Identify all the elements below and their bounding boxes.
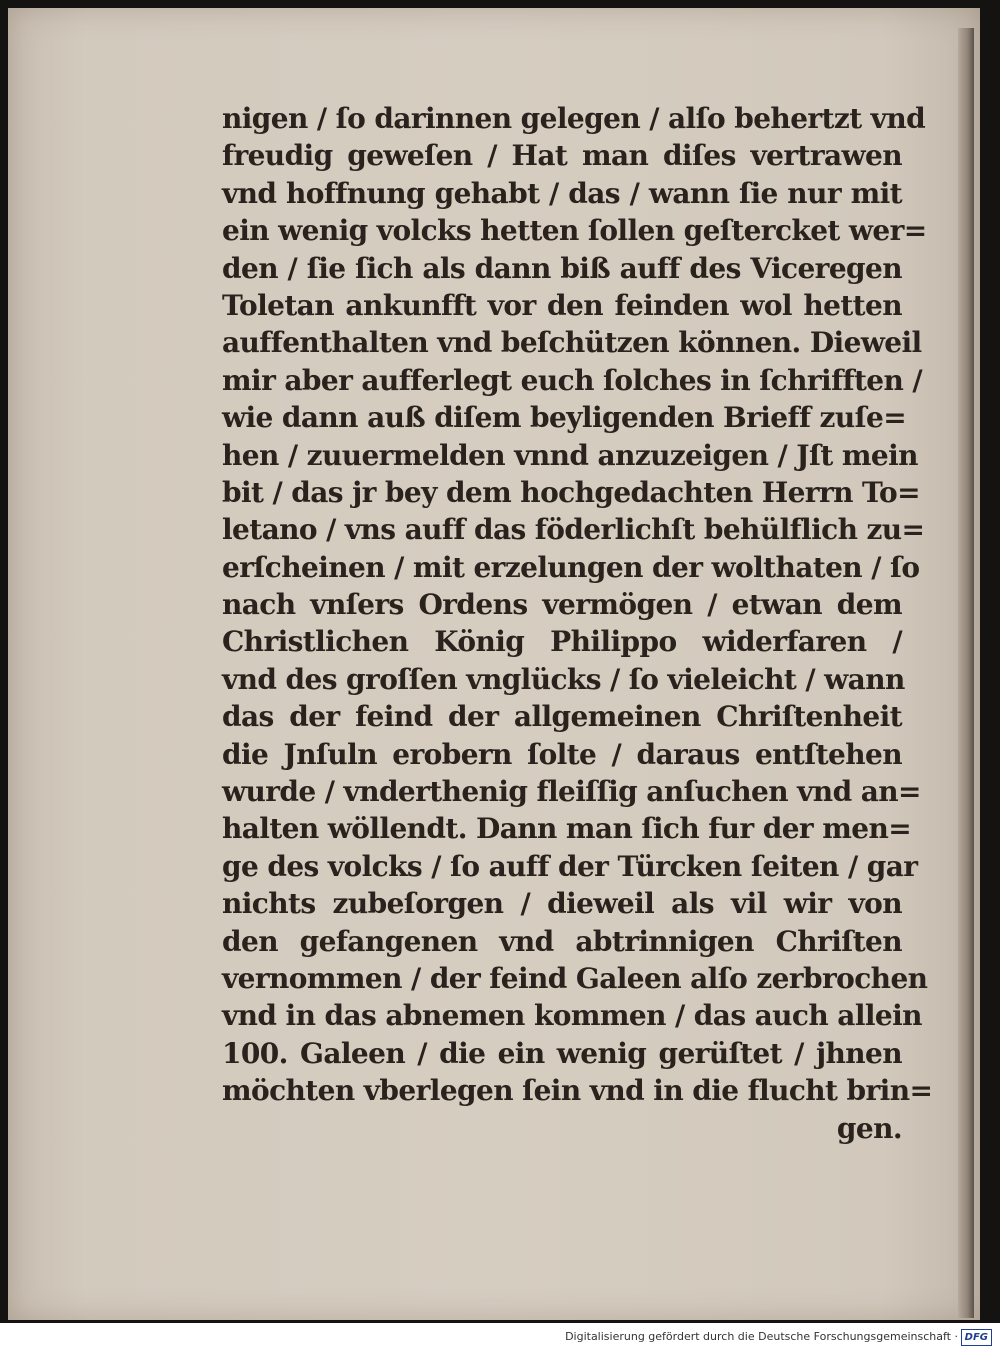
text-line: Toletan ankunfft vor den feinden wol hetten xyxy=(222,288,902,322)
text-line: erſcheinen / mit erzelungen der wolthaten / ſo xyxy=(222,550,920,584)
catchword-line: gen. xyxy=(836,1111,902,1145)
text-line: die Jnſuln erobern ſolte / daraus entſtehen xyxy=(222,737,902,771)
text-line: vernommen / der feind Galeen alſo zerbrochen xyxy=(222,961,928,995)
text-line: möchten vberlegen ſein vnd in die flucht brin= xyxy=(222,1074,933,1108)
text-line: das der feind der allgemeinen Chriſtenheit xyxy=(222,700,902,734)
text-line: mir aber aufferlegt euch ſolches in ſchrifften / xyxy=(222,363,923,397)
dfg-logo-icon: DFG xyxy=(961,1329,992,1346)
text-block xyxy=(222,100,933,1147)
text-line: wie dann auß diſem beyligenden Brieff zuſe= xyxy=(222,401,907,435)
text-line: ge des volcks / ſo auff der Türcken ſeiten / gar xyxy=(222,849,918,883)
text-line: vnd hoffnung gehabt / das / wann ſie nur mit xyxy=(222,176,902,210)
page-edge xyxy=(958,28,974,1318)
footer-bar xyxy=(0,1323,1000,1351)
footer-credit xyxy=(565,1330,958,1343)
text-line: nach vnſers Ordens vermögen / etwan dem xyxy=(222,588,902,622)
text-line: den / ſie ſich als dann biß auff des Viceregen xyxy=(222,251,902,285)
text-line: nichts zubeſorgen / dieweil als vil wir von xyxy=(222,887,902,921)
book-page xyxy=(8,8,980,1320)
text-line: vnd des groſſen vnglücks / ſo vieleicht / wann xyxy=(222,662,905,696)
text-line: den gefangenen vnd abtrinnigen Chriſten xyxy=(222,924,902,958)
text-line: vnd in das abnemen kommen / das auch allein xyxy=(222,999,922,1033)
text-line: auffenthalten vnd beſchützen können. Dieweil xyxy=(222,326,922,360)
text-line: Christlichen König Philippo widerfaren / xyxy=(222,625,902,659)
text-line: bit / das jr bey dem hochgedachten Herrn To= xyxy=(222,475,920,509)
text-line: letano / vns auff das föderlichſt behülflich zu= xyxy=(222,513,925,547)
text-line: freudig geweſen / Hat man diſes vertrawen xyxy=(222,139,902,173)
text-line: halten wöllendt. Dann man ſich fur der men= xyxy=(222,812,912,846)
text-line: hen / zuuermelden vnnd anzuzeigen / Jſt mein xyxy=(222,438,918,472)
text-line: 100. Galeen / die ein wenig gerüſtet / jhnen xyxy=(222,1036,902,1070)
text-line: wurde / vnderthenig fleiſſig anſuchen vnd an= xyxy=(222,775,921,809)
text-line: ein wenig volcks hetten ſollen geſtercket wer= xyxy=(222,214,927,248)
footer-credit-text: Digitalisierung gefördert durch die Deutsche Forschungsgemeinschaft xyxy=(565,1330,951,1343)
text-line: nigen / ſo darinnen gelegen / alſo behertzt vnd xyxy=(222,102,926,135)
footer-separator: · xyxy=(954,1330,958,1343)
